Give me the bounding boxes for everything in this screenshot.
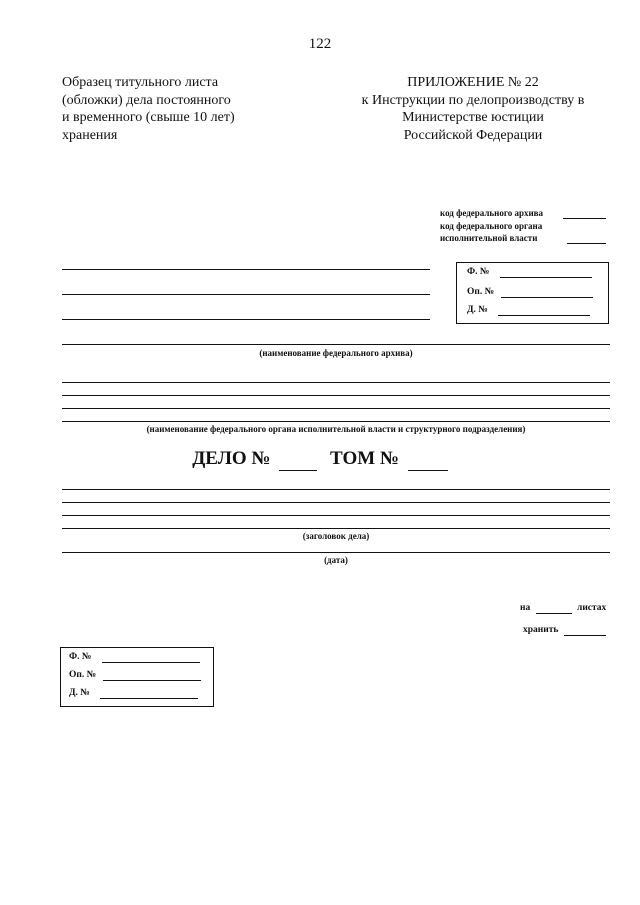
date-line[interactable] [62, 552, 610, 553]
storage-field[interactable] [564, 625, 606, 636]
blank-line[interactable] [62, 294, 430, 295]
inventory-label: Оп. № [69, 670, 97, 680]
case-title-line[interactable] [62, 515, 610, 516]
blank-line[interactable] [62, 269, 430, 270]
tom-label: ТОМ № [330, 448, 399, 469]
case-label: Д. № [467, 305, 488, 315]
case-title-line[interactable] [62, 528, 610, 529]
archive-code-label: код федерального архива [440, 208, 544, 218]
sheets-row [520, 603, 606, 614]
inventory-field[interactable] [501, 287, 593, 298]
page-number: 122 [308, 36, 332, 52]
archive-code-field[interactable] [563, 218, 606, 219]
inventory-row [69, 670, 201, 681]
appendix-line: Российской Федерации [403, 127, 543, 143]
appendix-heading [330, 74, 616, 144]
fund-field[interactable] [500, 267, 592, 278]
case-field[interactable] [498, 305, 590, 316]
case-row [467, 305, 590, 316]
fund-box-bottom [60, 647, 214, 707]
blank-line[interactable] [62, 319, 430, 320]
fund-row [467, 267, 592, 278]
delo-number-field[interactable] [279, 448, 317, 471]
storage-row [523, 625, 606, 636]
sample-title-line: Образец титульного листа [62, 75, 219, 90]
case-title-line[interactable] [62, 502, 610, 503]
case-row [69, 688, 198, 699]
sample-title-line: (обложки) дела постоянного [62, 92, 231, 108]
organ-code-field[interactable] [567, 243, 606, 244]
archive-name-caption: (наименование федерального архива) [259, 348, 413, 358]
sample-title [62, 74, 235, 144]
case-heading [0, 448, 640, 471]
sheets-na-label: на [520, 603, 531, 613]
organ-name-line[interactable] [62, 421, 610, 422]
fund-label: Ф. № [467, 267, 490, 277]
fund-row [69, 652, 200, 663]
sheets-count-field[interactable] [536, 603, 572, 614]
fund-field[interactable] [102, 652, 200, 663]
organ-name-caption: (наименование федерального органа исполнительной власти и структурного подразделения) [146, 424, 526, 434]
fund-box-top [456, 262, 609, 324]
case-field[interactable] [100, 688, 198, 699]
sheets-label: листах [576, 603, 607, 613]
organ-name-line[interactable] [62, 395, 610, 396]
organ-code-label-2: исполнительной власти [440, 233, 538, 243]
archive-name-line[interactable] [62, 344, 610, 345]
delo-label: ДЕЛО № [192, 448, 271, 469]
case-title-caption: (заголовок дела) [302, 531, 370, 541]
fund-label: Ф. № [69, 652, 92, 662]
storage-label: хранить [523, 625, 559, 635]
organ-name-line[interactable] [62, 408, 610, 409]
inventory-row [467, 287, 593, 298]
case-title-line[interactable] [62, 489, 610, 490]
appendix-line: Министерстве юстиции [402, 110, 544, 125]
date-caption: (дата) [324, 555, 348, 565]
inventory-field[interactable] [103, 670, 201, 681]
inventory-label: Оп. № [467, 287, 495, 297]
case-label: Д. № [69, 688, 90, 698]
organ-name-line[interactable] [62, 382, 610, 383]
appendix-line: к Инструкции по делопроизводству в [361, 92, 585, 108]
organ-code-label-1: код федерального органа [440, 221, 543, 231]
tom-number-field[interactable] [408, 448, 448, 471]
sample-title-line: хранения [62, 127, 118, 143]
sample-title-line: и временного (свыше 10 лет) [62, 110, 235, 125]
appendix-line: ПРИЛОЖЕНИЕ № 22 [407, 75, 539, 90]
